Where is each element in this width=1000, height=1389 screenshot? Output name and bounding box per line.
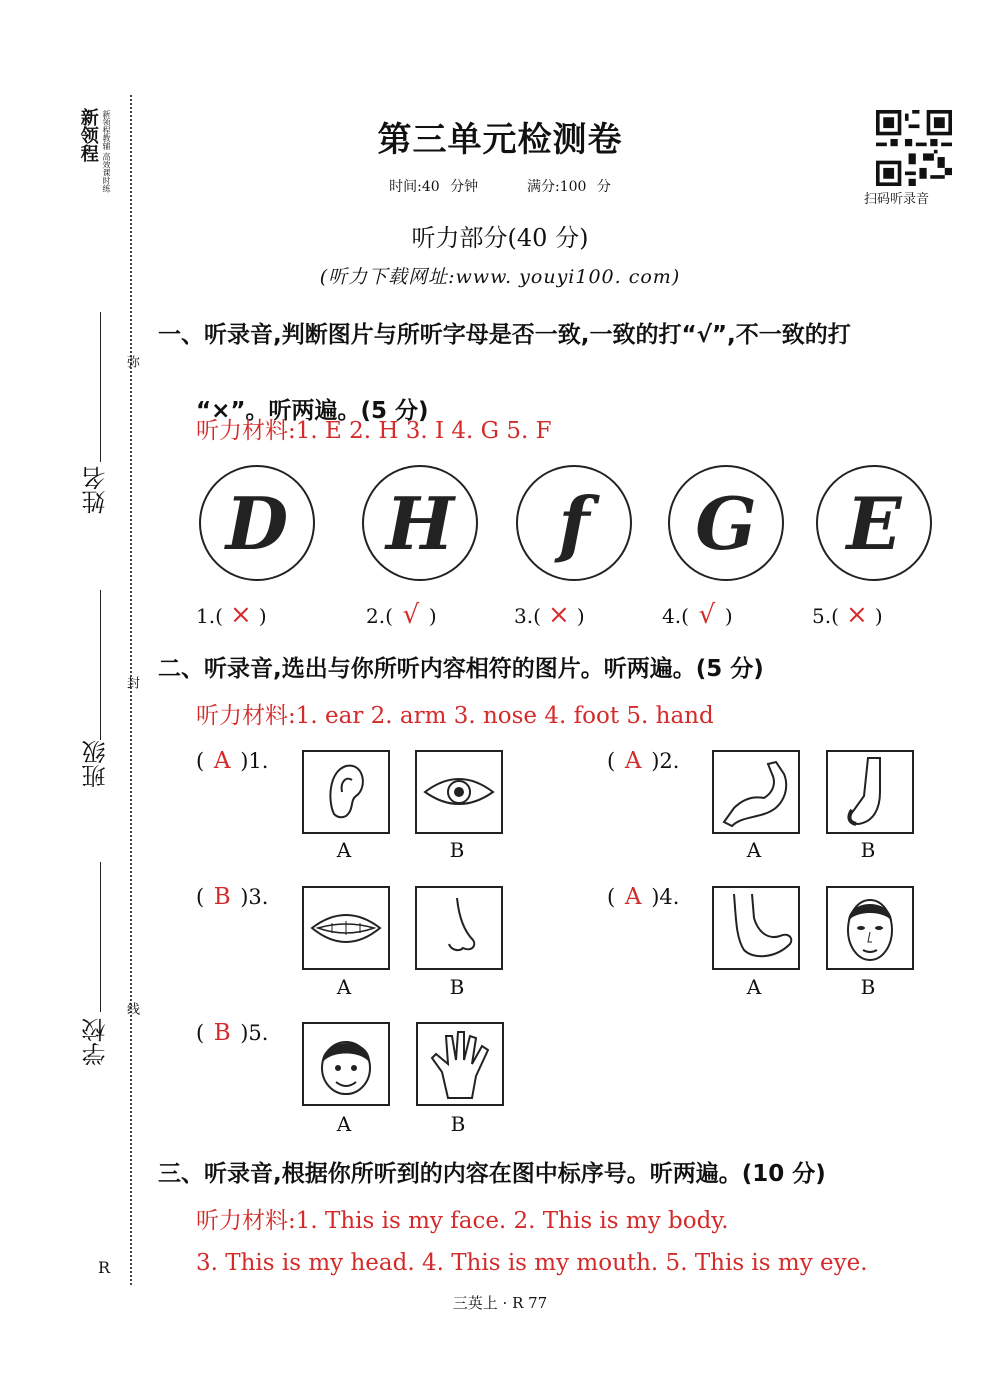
qr-code-icon[interactable]	[876, 110, 952, 186]
q2-item-2-caption-b: B	[860, 838, 876, 862]
full-score: 满分:100 分	[527, 179, 611, 195]
ear-icon	[304, 752, 388, 832]
page-title: 第三单元检测卷	[377, 120, 623, 160]
letter-picture-4	[668, 465, 784, 581]
q1-answer-4-num: 4.(	[662, 604, 689, 628]
hand-icon	[418, 1024, 502, 1104]
q2-item-4-caption-b: B	[860, 975, 876, 999]
download-url[interactable]: (听力下载网址:www. youyi100. com)	[319, 266, 681, 288]
q1-answer-3-num: 3.(	[514, 604, 541, 628]
brand-subtitle: 新领程教辅 高效课时练	[102, 110, 111, 193]
q1-instruction-line1: 一、听录音,判断图片与所听字母是否一致,一致的打“√”,不一致的打	[158, 322, 851, 348]
q2-item-3-answer[interactable]	[196, 884, 268, 910]
q2-item-3-caption-a: A	[336, 975, 352, 999]
q2-item-5-close: )5.	[240, 1021, 269, 1045]
seal-mark-1: 弥	[124, 355, 139, 368]
q2-listening-material: 听力材料:1. ear 2. arm 3. nose 4. foot 5. hand	[196, 703, 714, 729]
class-write-line[interactable]	[100, 590, 101, 740]
letter-picture-3	[516, 465, 632, 581]
nose-picture	[415, 886, 503, 970]
exam-meta	[0, 176, 1000, 196]
hand-picture	[416, 1022, 504, 1106]
name-label: 姓名	[82, 466, 110, 514]
name-write-line[interactable]	[100, 312, 101, 462]
q2-item-1-caption-a: A	[336, 838, 352, 862]
q2-item-2-answer[interactable]	[607, 748, 679, 774]
letter-picture-4-letter: G	[695, 480, 757, 566]
ear-picture	[302, 750, 390, 834]
q2-item-4-close: )4.	[651, 885, 680, 909]
q1-answer-2-close: )	[428, 604, 437, 628]
q1-answer-5-num: 5.(	[812, 604, 839, 628]
letter-picture-1	[199, 465, 315, 581]
brand-logo: 新领程	[77, 108, 99, 162]
page-footer: 三英上 · R 77	[452, 1294, 548, 1312]
q2-item-2-ans: A	[624, 748, 642, 774]
q1-answer-5-close: )	[874, 604, 883, 628]
q1-answer-5[interactable]	[812, 600, 883, 630]
q3-instruction: 三、听录音,根据你所听到的内容在图中标序号。听两遍。(10 分)	[158, 1161, 826, 1187]
boy-head-icon	[304, 1024, 388, 1104]
q2-item-1-ans: A	[213, 748, 231, 774]
leg-icon	[828, 752, 912, 832]
q2-item-2-caption-a: A	[746, 838, 762, 862]
q1-answer-3-mark: ×	[547, 600, 570, 630]
q3-listening-material-2: 3. This is my head. 4. This is my mouth. 5. This is my eye.	[196, 1250, 868, 1276]
q1-answer-3[interactable]	[514, 600, 585, 630]
q2-item-1-caption-b: B	[449, 838, 465, 862]
q1-answer-4[interactable]	[662, 600, 733, 630]
q1-answer-1[interactable]	[196, 600, 267, 630]
q2-item-2-close: )2.	[651, 749, 680, 773]
q2-item-1-answer[interactable]	[196, 748, 268, 774]
q1-answer-2-num: 2.(	[366, 604, 393, 628]
q1-answer-1-mark: ×	[229, 600, 252, 630]
arm-picture	[712, 750, 800, 834]
head-picture	[302, 1022, 390, 1106]
face-picture	[826, 886, 914, 970]
q1-answer-3-close: )	[576, 604, 585, 628]
q2-item-5-answer[interactable]	[196, 1020, 268, 1046]
q2-item-3-open: (	[196, 885, 205, 909]
q1-answer-2-mark: √	[402, 600, 420, 630]
seal-mark-3: 线	[124, 1002, 139, 1015]
listening-section-heading: 听力部分(40 分)	[411, 224, 589, 252]
q1-answer-1-num: 1.(	[196, 604, 223, 628]
letter-picture-1-letter: D	[225, 480, 289, 566]
q3-listening-material-1: 听力材料:1. This is my face. 2. This is my body.	[196, 1208, 729, 1234]
q2-item-1-close: )1.	[240, 749, 269, 773]
school-label: 学校	[82, 1018, 110, 1066]
q1-answer-4-mark: √	[698, 600, 716, 630]
q2-item-3-ans: B	[213, 884, 231, 910]
time-limit: 时间:40 分钟	[389, 179, 479, 195]
q1-answer-4-close: )	[724, 604, 733, 628]
q2-item-4-ans: A	[624, 884, 642, 910]
q2-item-4-open: (	[607, 885, 616, 909]
eye-icon	[417, 752, 501, 832]
q1-answer-5-mark: ×	[845, 600, 868, 630]
q2-item-5-ans: B	[213, 1020, 231, 1046]
letter-picture-2	[362, 465, 478, 581]
nose-icon	[417, 888, 501, 968]
letter-picture-2-letter: H	[385, 480, 455, 566]
q2-item-1-open: (	[196, 749, 205, 773]
mouth-icon	[304, 888, 388, 968]
q2-item-4-caption-a: A	[746, 975, 762, 999]
q2-item-4-answer[interactable]	[607, 884, 679, 910]
letter-picture-5-letter: E	[846, 480, 902, 566]
q2-item-5-caption-b: B	[450, 1112, 466, 1136]
arm-icon	[714, 752, 798, 832]
letter-picture-5	[816, 465, 932, 581]
mouth-picture	[302, 886, 390, 970]
q2-item-5-open: (	[196, 1021, 205, 1045]
school-write-line[interactable]	[100, 862, 101, 1012]
q1-answer-2[interactable]	[366, 600, 437, 630]
seal-mark-2: 封	[124, 676, 139, 689]
q1-instruction-line2: “×”。听两遍。(5 分)	[196, 398, 429, 424]
face-icon	[828, 888, 912, 968]
q1-answer-1-close: )	[258, 604, 267, 628]
leg-picture	[826, 750, 914, 834]
foot-icon	[714, 888, 798, 968]
q1-listening-material: 听力材料:1. E 2. H 3. I 4. G 5. F	[196, 418, 552, 444]
q2-item-5-caption-a: A	[336, 1112, 352, 1136]
letter-picture-3-letter: f	[558, 480, 590, 566]
q2-item-2-open: (	[607, 749, 616, 773]
foot-picture	[712, 886, 800, 970]
q2-item-3-caption-b: B	[449, 975, 465, 999]
eye-picture	[415, 750, 503, 834]
r-mark: R	[98, 1258, 111, 1277]
q2-item-3-close: )3.	[240, 885, 269, 909]
qr-label: 扫码听录音	[864, 192, 930, 207]
q2-instruction: 二、听录音,选出与你所听内容相符的图片。听两遍。(5 分)	[158, 656, 764, 682]
class-label: 班级	[82, 740, 110, 788]
